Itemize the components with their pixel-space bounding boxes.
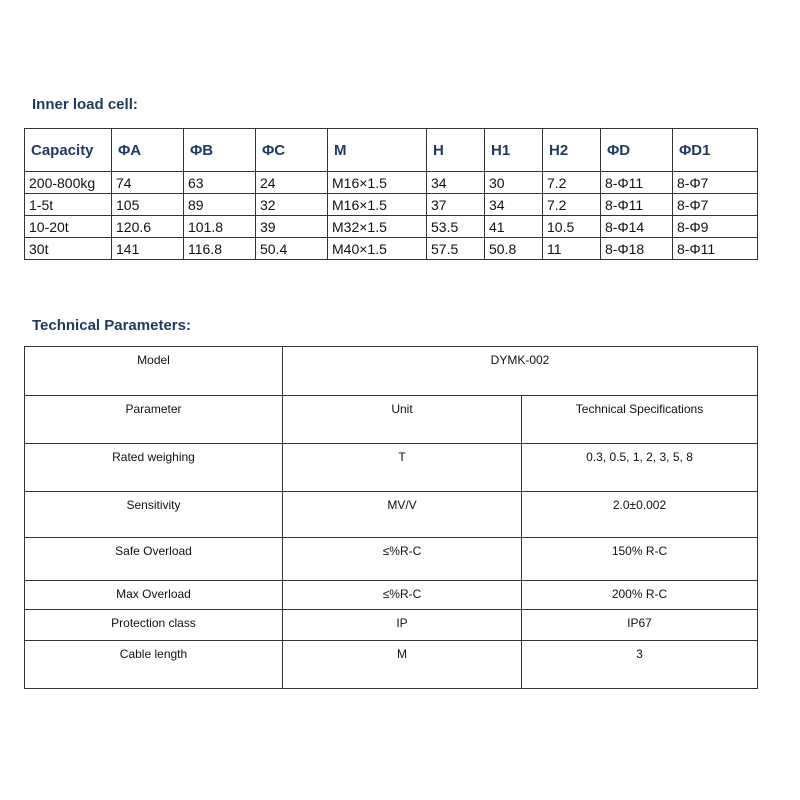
table-cell: M16×1.5 <box>328 194 427 216</box>
table-cell: 8-Φ11 <box>673 238 758 260</box>
table-cell: M32×1.5 <box>328 216 427 238</box>
param-spec: 200% R-C <box>522 581 758 610</box>
technical-parameters-title: Technical Parameters: <box>32 317 191 334</box>
header-m: M <box>328 129 427 172</box>
table-cell: 10-20t <box>25 216 112 238</box>
param-spec: 2.0±0.002 <box>522 492 758 538</box>
table-cell: 8-Φ7 <box>673 194 758 216</box>
header-h: H <box>427 129 485 172</box>
table-cell: 39 <box>256 216 328 238</box>
table-cell: 34 <box>485 194 543 216</box>
param-name: Safe Overload <box>25 538 283 581</box>
table-cell: 74 <box>112 172 184 194</box>
header-parameter: Parameter <box>25 396 283 444</box>
table-cell: M16×1.5 <box>328 172 427 194</box>
header-phi-a: ΦA <box>112 129 184 172</box>
table-cell: 50.8 <box>485 238 543 260</box>
table-cell: 11 <box>543 238 601 260</box>
table-cell: 8-Φ18 <box>601 238 673 260</box>
header-capacity: Capacity <box>25 129 112 172</box>
param-spec: 3 <box>522 641 758 689</box>
technical-parameters-table <box>24 346 758 689</box>
model-label: Model <box>25 347 283 396</box>
table-cell: 8-Φ9 <box>673 216 758 238</box>
param-name: Cable length <box>25 641 283 689</box>
param-unit: MV/V <box>283 492 522 538</box>
table-row <box>25 581 758 610</box>
header-h1: H1 <box>485 129 543 172</box>
table-row <box>25 172 758 194</box>
table-header-row <box>25 129 758 172</box>
header-phi-d1: ΦD1 <box>673 129 758 172</box>
table-cell: M40×1.5 <box>328 238 427 260</box>
table-row <box>25 641 758 689</box>
table-row <box>25 538 758 581</box>
header-unit: Unit <box>283 396 522 444</box>
model-value: DYMK-002 <box>283 347 758 396</box>
table-cell: 141 <box>112 238 184 260</box>
param-spec: IP67 <box>522 610 758 641</box>
table-cell: 34 <box>427 172 485 194</box>
param-unit: ≤%R-C <box>283 538 522 581</box>
table-row <box>25 194 758 216</box>
table-cell: 57.5 <box>427 238 485 260</box>
param-name: Max Overload <box>25 581 283 610</box>
table-cell: 200-800kg <box>25 172 112 194</box>
table-cell: 8-Φ7 <box>673 172 758 194</box>
param-spec: 150% R-C <box>522 538 758 581</box>
spec-header-row <box>25 396 758 444</box>
header-phi-c: ΦC <box>256 129 328 172</box>
param-name: Protection class <box>25 610 283 641</box>
param-unit: IP <box>283 610 522 641</box>
table-cell: 53.5 <box>427 216 485 238</box>
param-name: Rated weighing <box>25 444 283 492</box>
table-cell: 10.5 <box>543 216 601 238</box>
table-cell: 8-Φ11 <box>601 172 673 194</box>
header-phi-b: ΦB <box>184 129 256 172</box>
inner-load-cell-title: Inner load cell: <box>32 96 138 113</box>
table-row <box>25 216 758 238</box>
table-cell: 30 <box>485 172 543 194</box>
header-h2: H2 <box>543 129 601 172</box>
table-cell: 1-5t <box>25 194 112 216</box>
param-name: Sensitivity <box>25 492 283 538</box>
table-cell: 32 <box>256 194 328 216</box>
param-unit: M <box>283 641 522 689</box>
model-row <box>25 347 758 396</box>
table-cell: 50.4 <box>256 238 328 260</box>
table-cell: 120.6 <box>112 216 184 238</box>
table-cell: 8-Φ11 <box>601 194 673 216</box>
param-unit: ≤%R-C <box>283 581 522 610</box>
param-unit: T <box>283 444 522 492</box>
inner-load-cell-table <box>24 128 758 260</box>
table-cell: 116.8 <box>184 238 256 260</box>
table-row <box>25 492 758 538</box>
table-row <box>25 238 758 260</box>
table-cell: 7.2 <box>543 172 601 194</box>
table-cell: 101.8 <box>184 216 256 238</box>
table-cell: 7.2 <box>543 194 601 216</box>
table-cell: 63 <box>184 172 256 194</box>
table-cell: 105 <box>112 194 184 216</box>
table-cell: 89 <box>184 194 256 216</box>
table-cell: 41 <box>485 216 543 238</box>
header-spec: Technical Specifications <box>522 396 758 444</box>
header-phi-d: ΦD <box>601 129 673 172</box>
table-cell: 37 <box>427 194 485 216</box>
param-spec: 0.3, 0.5, 1, 2, 3, 5, 8 <box>522 444 758 492</box>
table-cell: 24 <box>256 172 328 194</box>
table-cell: 30t <box>25 238 112 260</box>
table-row <box>25 444 758 492</box>
table-row <box>25 610 758 641</box>
table-cell: 8-Φ14 <box>601 216 673 238</box>
